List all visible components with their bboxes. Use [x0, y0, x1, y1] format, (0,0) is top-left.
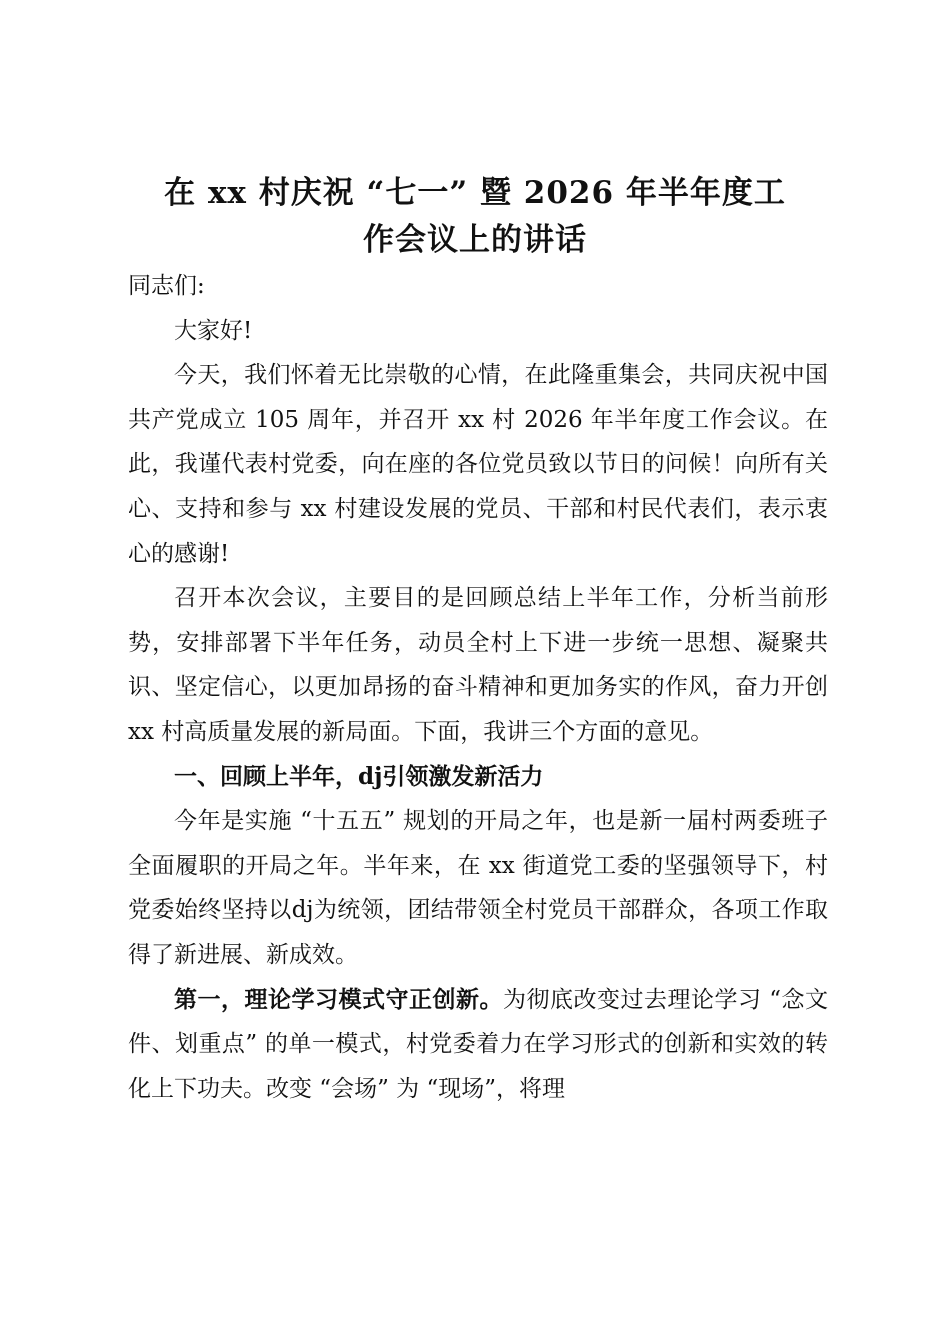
paragraph-review: 今年是实施 “十五五” 规划的开局之年，也是新一届村两委班子全面履职的开局之年。半年来，在 xx 街道党工委的坚强领导下，村党委始终坚持以dj为统领，团结带领全村党员干部群众，各项工作取得了新进展、新成效。	[128, 808, 828, 968]
title-line-2: 作会议上的讲话	[363, 222, 587, 258]
paragraph-opening: 今天，我们怀着无比崇敬的心情，在此隆重集会，共同庆祝中国共产党成立 105 周年，并召开 xx 村 2026 年半年度工作会议。在此，我谨代表村党委，向在座的各位党员致以节日的问候！向所有关心、支持和参与 xx 村建设发展的党员、干部和村民代表们，表示衷心的感谢!	[128, 362, 828, 567]
document-title	[118, 170, 832, 264]
paragraph-theory-study	[128, 978, 828, 1112]
document-body	[128, 264, 828, 1111]
paragraph-body-text: 为彻底改变过去理论学习 “念文件、划重点” 的单一模式，村党委着力在学习形式的创新和实效的转化上下功夫。改变 “会场” 为 “现场”，将理	[128, 986, 828, 1102]
paragraph-lead-sentence: 第一，理论学习模式守正创新。	[174, 985, 503, 1013]
section-heading-1: 一、回顾上半年，dj引领激发新活力	[174, 762, 544, 790]
title-line-1: 在 xx 村庆祝 “七一” 暨 2026 年半年度工	[164, 175, 786, 211]
paragraph-purpose: 召开本次会议，主要目的是回顾总结上半年工作，分析当前形势，安排部署下半年任务，动员全村上下进一步统一思想、凝聚共识、坚定信心，以更加昂扬的奋斗精神和更加务实的作风，奋力开创 xx 村高质量发展的新局面。下面，我讲三个方面的意见。	[128, 585, 828, 745]
greeting: 大家好!	[174, 317, 253, 344]
salutation: 同志们:	[128, 273, 205, 299]
